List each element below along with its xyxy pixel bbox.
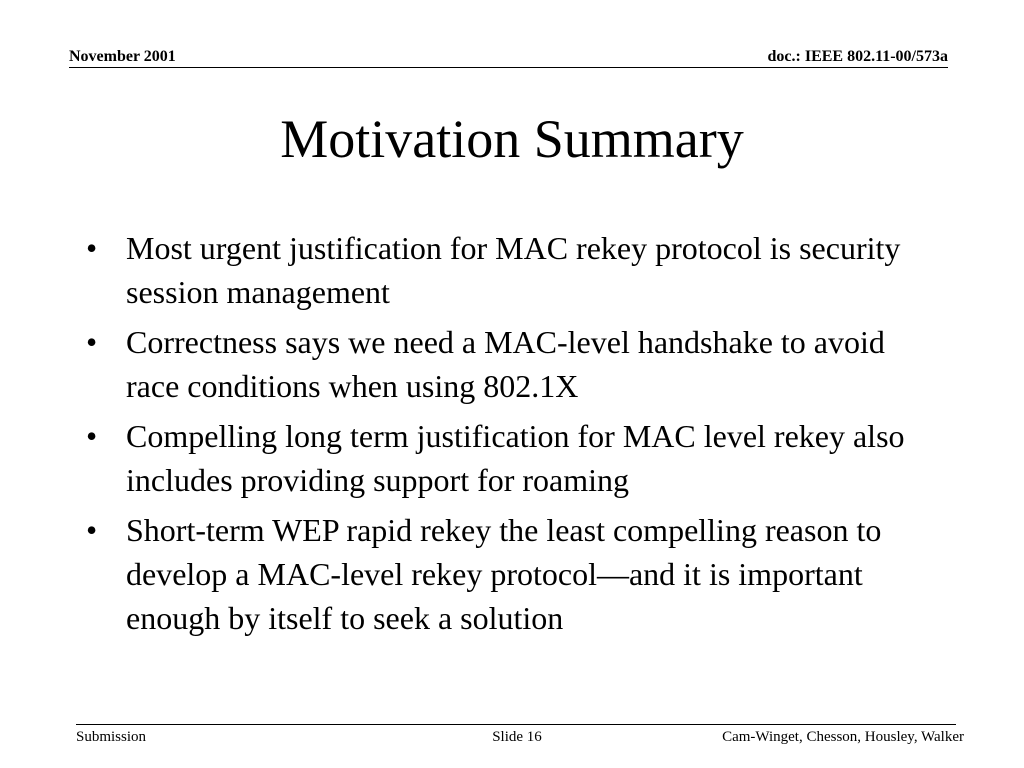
bullet-text: Short-term WEP rapid rekey the least compelling reason to develop a MAC-level rekey protocol—and it is important enough by itself to seek a solution — [126, 512, 882, 636]
bullet-icon: • — [86, 324, 98, 360]
footer-authors: Cam-Winget, Chesson, Housley, Walker — [722, 729, 964, 745]
footer-slide-number: Slide 16 — [492, 729, 542, 745]
bullet-icon: • — [86, 512, 98, 548]
footer-divider — [76, 724, 956, 725]
header-date: November 2001 — [69, 48, 176, 65]
header-doc-id: doc.: IEEE 802.11-00/573a — [767, 48, 948, 65]
footer-submission: Submission — [76, 729, 147, 745]
bullet-icon: • — [86, 230, 98, 266]
bullet-item-4 — [86, 508, 946, 640]
bullet-text: Compelling long term justification for MAC level rekey also includes providing support for roaming — [126, 418, 905, 498]
bullet-icon: • — [86, 418, 98, 454]
slide-title: Motivation Summary — [280, 109, 744, 169]
bullet-text: Most urgent justification for MAC rekey protocol is security session management — [126, 230, 901, 310]
bullet-item-3 — [86, 414, 946, 502]
bullet-item-1 — [86, 226, 946, 314]
bullet-text: Correctness says we need a MAC-level handshake to avoid race conditions when using 802.1X — [126, 324, 885, 404]
bullet-item-2 — [86, 320, 946, 408]
bullet-list — [86, 226, 946, 646]
header-divider — [69, 67, 948, 68]
